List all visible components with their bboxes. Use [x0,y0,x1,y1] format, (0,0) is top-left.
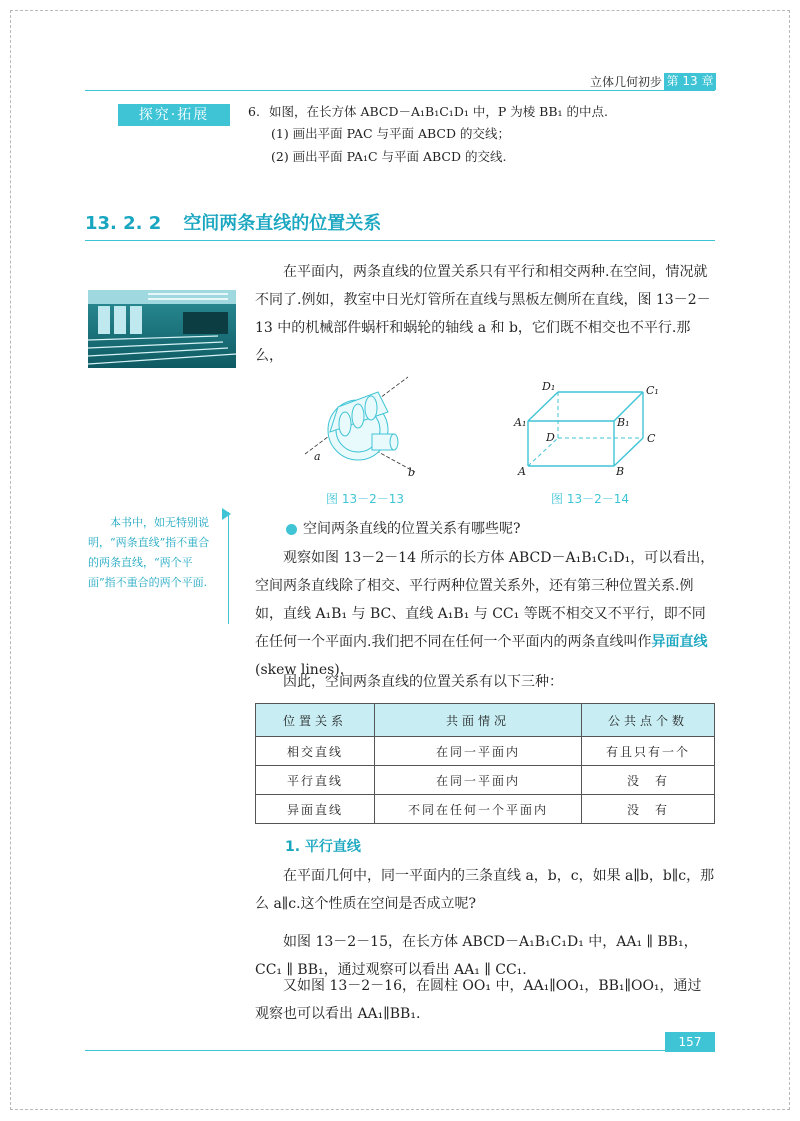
vertex-B1: B₁ [617,416,630,429]
vertex-D1: D₁ [542,380,556,393]
observe-text-end: (skew lines). [255,662,345,678]
header-title: 立体几何初步 [589,75,662,89]
figure-16-paragraph: 又如图 13－2－16，在圆柱 OO₁ 中，AA₁∥OO₁，BB₁∥OO₁，通过观察也可以看出 AA₁∥BB₁. [255,978,702,1022]
table-cell: 异面直线 [256,795,375,824]
table-header-cell: 公共点个数 [582,704,715,737]
table-cell: 没 有 [582,766,715,795]
exercise-line-1: 如图，在长方体 ABCD－A₁B₁C₁D₁ 中，P 为棱 BB₁ 的中点. [269,104,609,119]
side-note: 本书中，如无特别说明，“两条直线”指不重合的两条直线，“两个平面”指不重合的两个平面. [88,516,210,589]
worm-gear-figure [300,372,420,482]
vertex-A: A [518,465,526,478]
skew-lines-term: 异面直线 [651,634,708,650]
table-header-cell: 共面情况 [375,704,582,737]
table-cell: 有且只有一个 [582,737,715,766]
intro-paragraph: 在平面内，两条直线的位置关系只有平行和相交两种.在空间，情况就不同了.例如，教室中日光灯管所在直线与黑板左侧所在直线，图 13－2－13 中的机械部件蜗杆和蜗轮的轴线 a 和 b，它们既不相交也不平行.那么， [255,264,711,364]
section-title: 空间两条直线的位置关系 [183,213,382,234]
table-row [256,737,715,766]
section-number: 13. 2. 2 [85,213,162,234]
cuboid-figure [510,378,670,483]
fig1-label-b: b [408,466,416,479]
vertex-C1: C₁ [646,384,659,397]
side-note-pointer [222,508,231,520]
figure-15-paragraph: 如图 13－2－15，在长方体 ABCD－A₁B₁C₁D₁ 中，AA₁ ∥ BB₁，CC₁ ∥ BB₁，通过观察可以看出 AA₁ ∥ CC₁. [255,934,698,978]
table-cell: 没 有 [582,795,715,824]
vertex-D: D [546,431,555,444]
figure-13-2-14-caption: 图 13－2－14 [551,492,629,506]
exercise-number: 6. [248,104,260,119]
side-note-bracket [220,512,229,624]
table-header-row [256,704,715,737]
table-row [256,795,715,824]
exercise-line-3: (2) 画出平面 PA₁C 与平面 ABCD 的交线. [271,149,507,164]
classroom-photo [88,290,236,368]
observe-text: 观察如图 13－2－14 所示的长方体 ABCD－A₁B₁C₁D₁，可以看出，空间两条直线除了相交、平行两种位置关系外，还有第三种位置关系.例如，直线 A₁B₁ 与 BC、直线 A₁B₁ 与 CC₁ 等既不相交又不平行，即不同在任何一个平面内.我们把不同在任何一个平面内的两条直线叫作 [255,550,715,650]
question-bullet-icon [286,524,297,535]
table-cell: 相交直线 [256,737,375,766]
therefore-line: 因此，空间两条直线的位置关系有以下三种： [283,674,563,690]
table-header-cell: 位置关系 [256,704,375,737]
section-heading [85,209,381,235]
vertex-B: B [616,465,625,478]
table-cell: 在同一平面内 [375,766,582,795]
footer-rule [85,1050,665,1051]
table-cell: 在同一平面内 [375,737,582,766]
observe-paragraph [255,544,715,684]
exercise-line-2: (1) 画出平面 PAC 与平面 ABCD 的交线； [271,126,510,141]
vertex-A1: A₁ [514,416,527,429]
question-text: 空间两条直线的位置关系有哪些呢? [303,521,521,537]
subsection-title: 1. 平行直线 [285,839,361,855]
page-number: 157 [665,1032,715,1052]
table-cell: 平行直线 [256,766,375,795]
table-row [256,766,715,795]
figure-13-2-13-caption: 图 13－2－13 [326,492,404,506]
fig1-label-a: a [314,450,321,463]
table-cell: 不同在任何一个平面内 [375,795,582,824]
header-rule [85,90,715,91]
explore-extend-badge: 探究·拓展 [118,104,230,126]
parallel-paragraph: 在平面几何中，同一平面内的三条直线 a，b，c，如果 a∥b，b∥c，那么 a∥c.这个性质在空间是否成立呢? [255,868,715,912]
chapter-badge: 第 13 章 [664,73,716,90]
section-rule [85,240,715,241]
line-relation-table [255,703,715,824]
vertex-C: C [647,432,656,445]
